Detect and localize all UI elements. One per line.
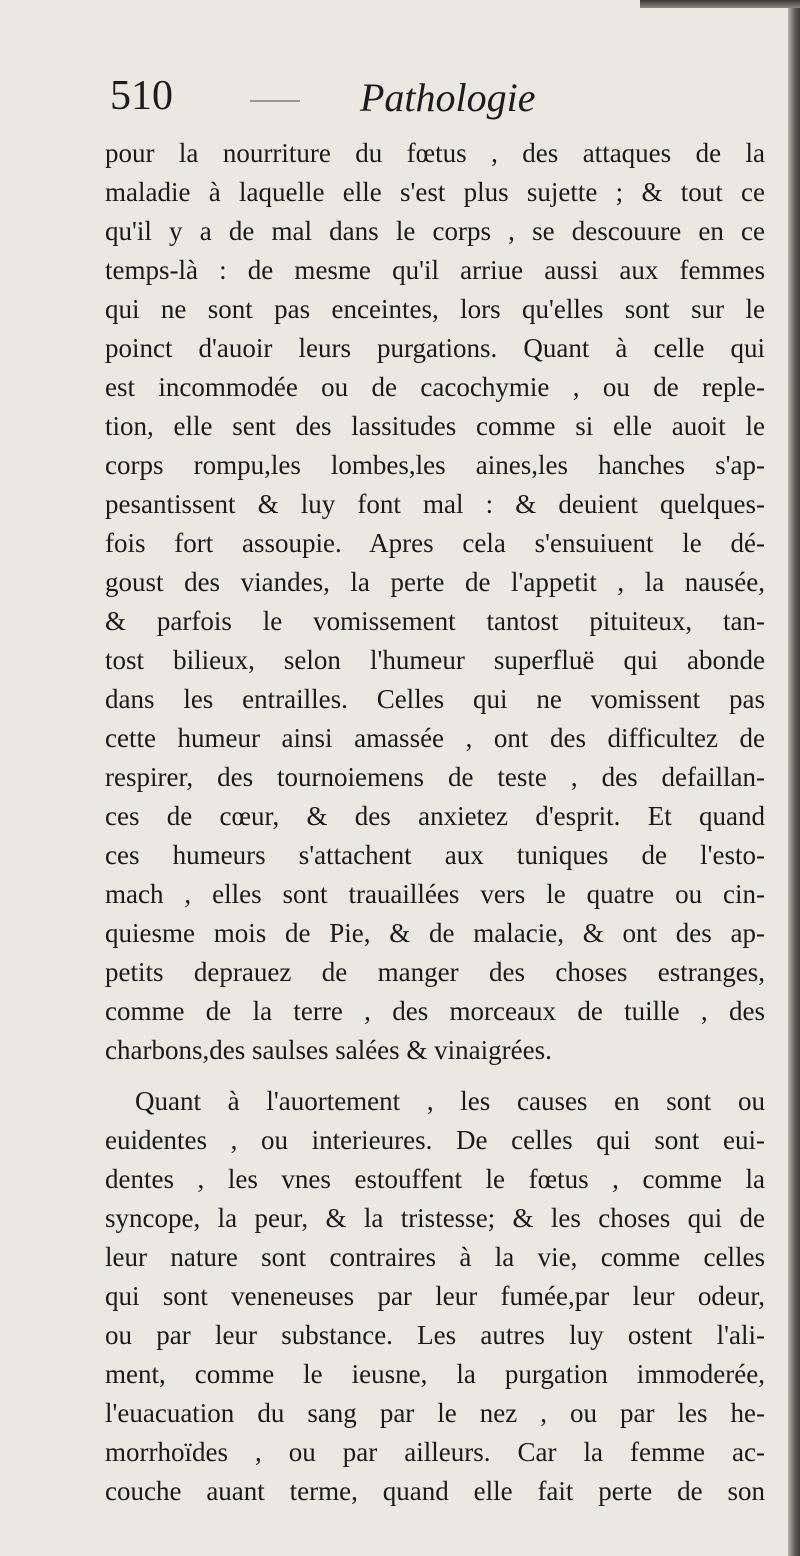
text-line: charbons,des saulses salées & vinaigrées. (105, 1035, 552, 1065)
text-line: corps rompu,les lombes,les aines,les hanches s'ap- (105, 450, 765, 480)
text-line: dans les entrailles. Celles qui ne vomissent pas (105, 684, 765, 714)
text-line: morrhoïdes , ou par ailleurs. Car la femme ac- (105, 1437, 765, 1467)
text-line: ou par leur substance. Les autres luy ostent l'ali- (105, 1320, 765, 1350)
text-line: syncope, la peur, & la tristesse; & les choses qui de (105, 1203, 765, 1233)
paragraph-gap (105, 1070, 765, 1082)
paragraph (105, 1082, 765, 1511)
text-line: tost bilieux, selon l'humeur superfluë qui abonde (105, 645, 765, 675)
text-line: euidentes , ou interieures. De celles qui sont eui- (105, 1125, 765, 1155)
text-line: petits deprauez de manger des choses estranges, (105, 957, 765, 987)
header-rule (250, 100, 300, 102)
text-line: quiesme mois de Pie, & de malacie, & ont des ap- (105, 918, 765, 948)
text-line: pour la nourriture du fœtus , des attaques de la (105, 138, 765, 168)
scan-shadow (640, 0, 800, 8)
text-line: pesantissent & luy font mal : & deuient quelques- (105, 489, 765, 519)
text-line: couche auant terme, quand elle fait perte de son (105, 1476, 765, 1506)
paragraph (105, 134, 765, 1070)
text-line: dentes , les vnes estouffent le fœtus , comme la (105, 1164, 765, 1194)
body-text (105, 134, 765, 1511)
text-line: leur nature sont contraires à la vie, comme celles (105, 1242, 765, 1272)
text-line: l'euacuation du sang par le nez , ou par les he- (105, 1398, 765, 1428)
text-line: tion, elle sent des lassitudes comme si elle auoit le (105, 411, 765, 441)
text-line: qu'il y a de mal dans le corps , se descouure en ce (105, 216, 765, 246)
page-header (110, 72, 770, 132)
text-line: cette humeur ainsi amassée , ont des difficultez de (105, 723, 765, 753)
text-line: ces de cœur, & des anxietez d'esprit. Et quand (105, 801, 765, 831)
text-line: goust des viandes, la perte de l'appetit , la nausée, (105, 567, 765, 597)
text-line: fois fort assoupie. Apres cela s'ensuiuent le dé- (105, 528, 765, 558)
text-line: Quant à l'auortement , les causes en sont ou (135, 1086, 765, 1116)
running-title: Pathologie (360, 75, 536, 120)
text-line: qui ne sont pas enceintes, lors qu'elles sont sur le (105, 294, 765, 324)
text-line: qui sont veneneuses par leur fumée,par leur odeur, (105, 1281, 765, 1311)
text-line: ment, comme le ieusne, la purgation immoderée, (105, 1359, 765, 1389)
text-line: & parfois le vomissement tantost pituiteux, tan- (105, 606, 765, 636)
book-fore-edge (788, 0, 800, 1556)
text-line: est incommodée ou de cacochymie , ou de reple- (105, 372, 765, 402)
text-line: comme de la terre , des morceaux de tuille , des (105, 996, 765, 1026)
text-line: poinct d'auoir leurs purgations. Quant à celle qui (105, 333, 765, 363)
text-line: maladie à laquelle elle s'est plus sujette ; & tout ce (105, 177, 765, 207)
text-line: mach , elles sont trauaillées vers le quatre ou cin- (105, 879, 765, 909)
page-number: 510 (110, 73, 173, 119)
text-line: ces humeurs s'attachent aux tuniques de l'esto- (105, 840, 765, 870)
text-line: respirer, des tournoiemens de teste , des defaillan- (105, 762, 765, 792)
text-line: temps-là : de mesme qu'il arriue aussi aux femmes (105, 255, 765, 285)
